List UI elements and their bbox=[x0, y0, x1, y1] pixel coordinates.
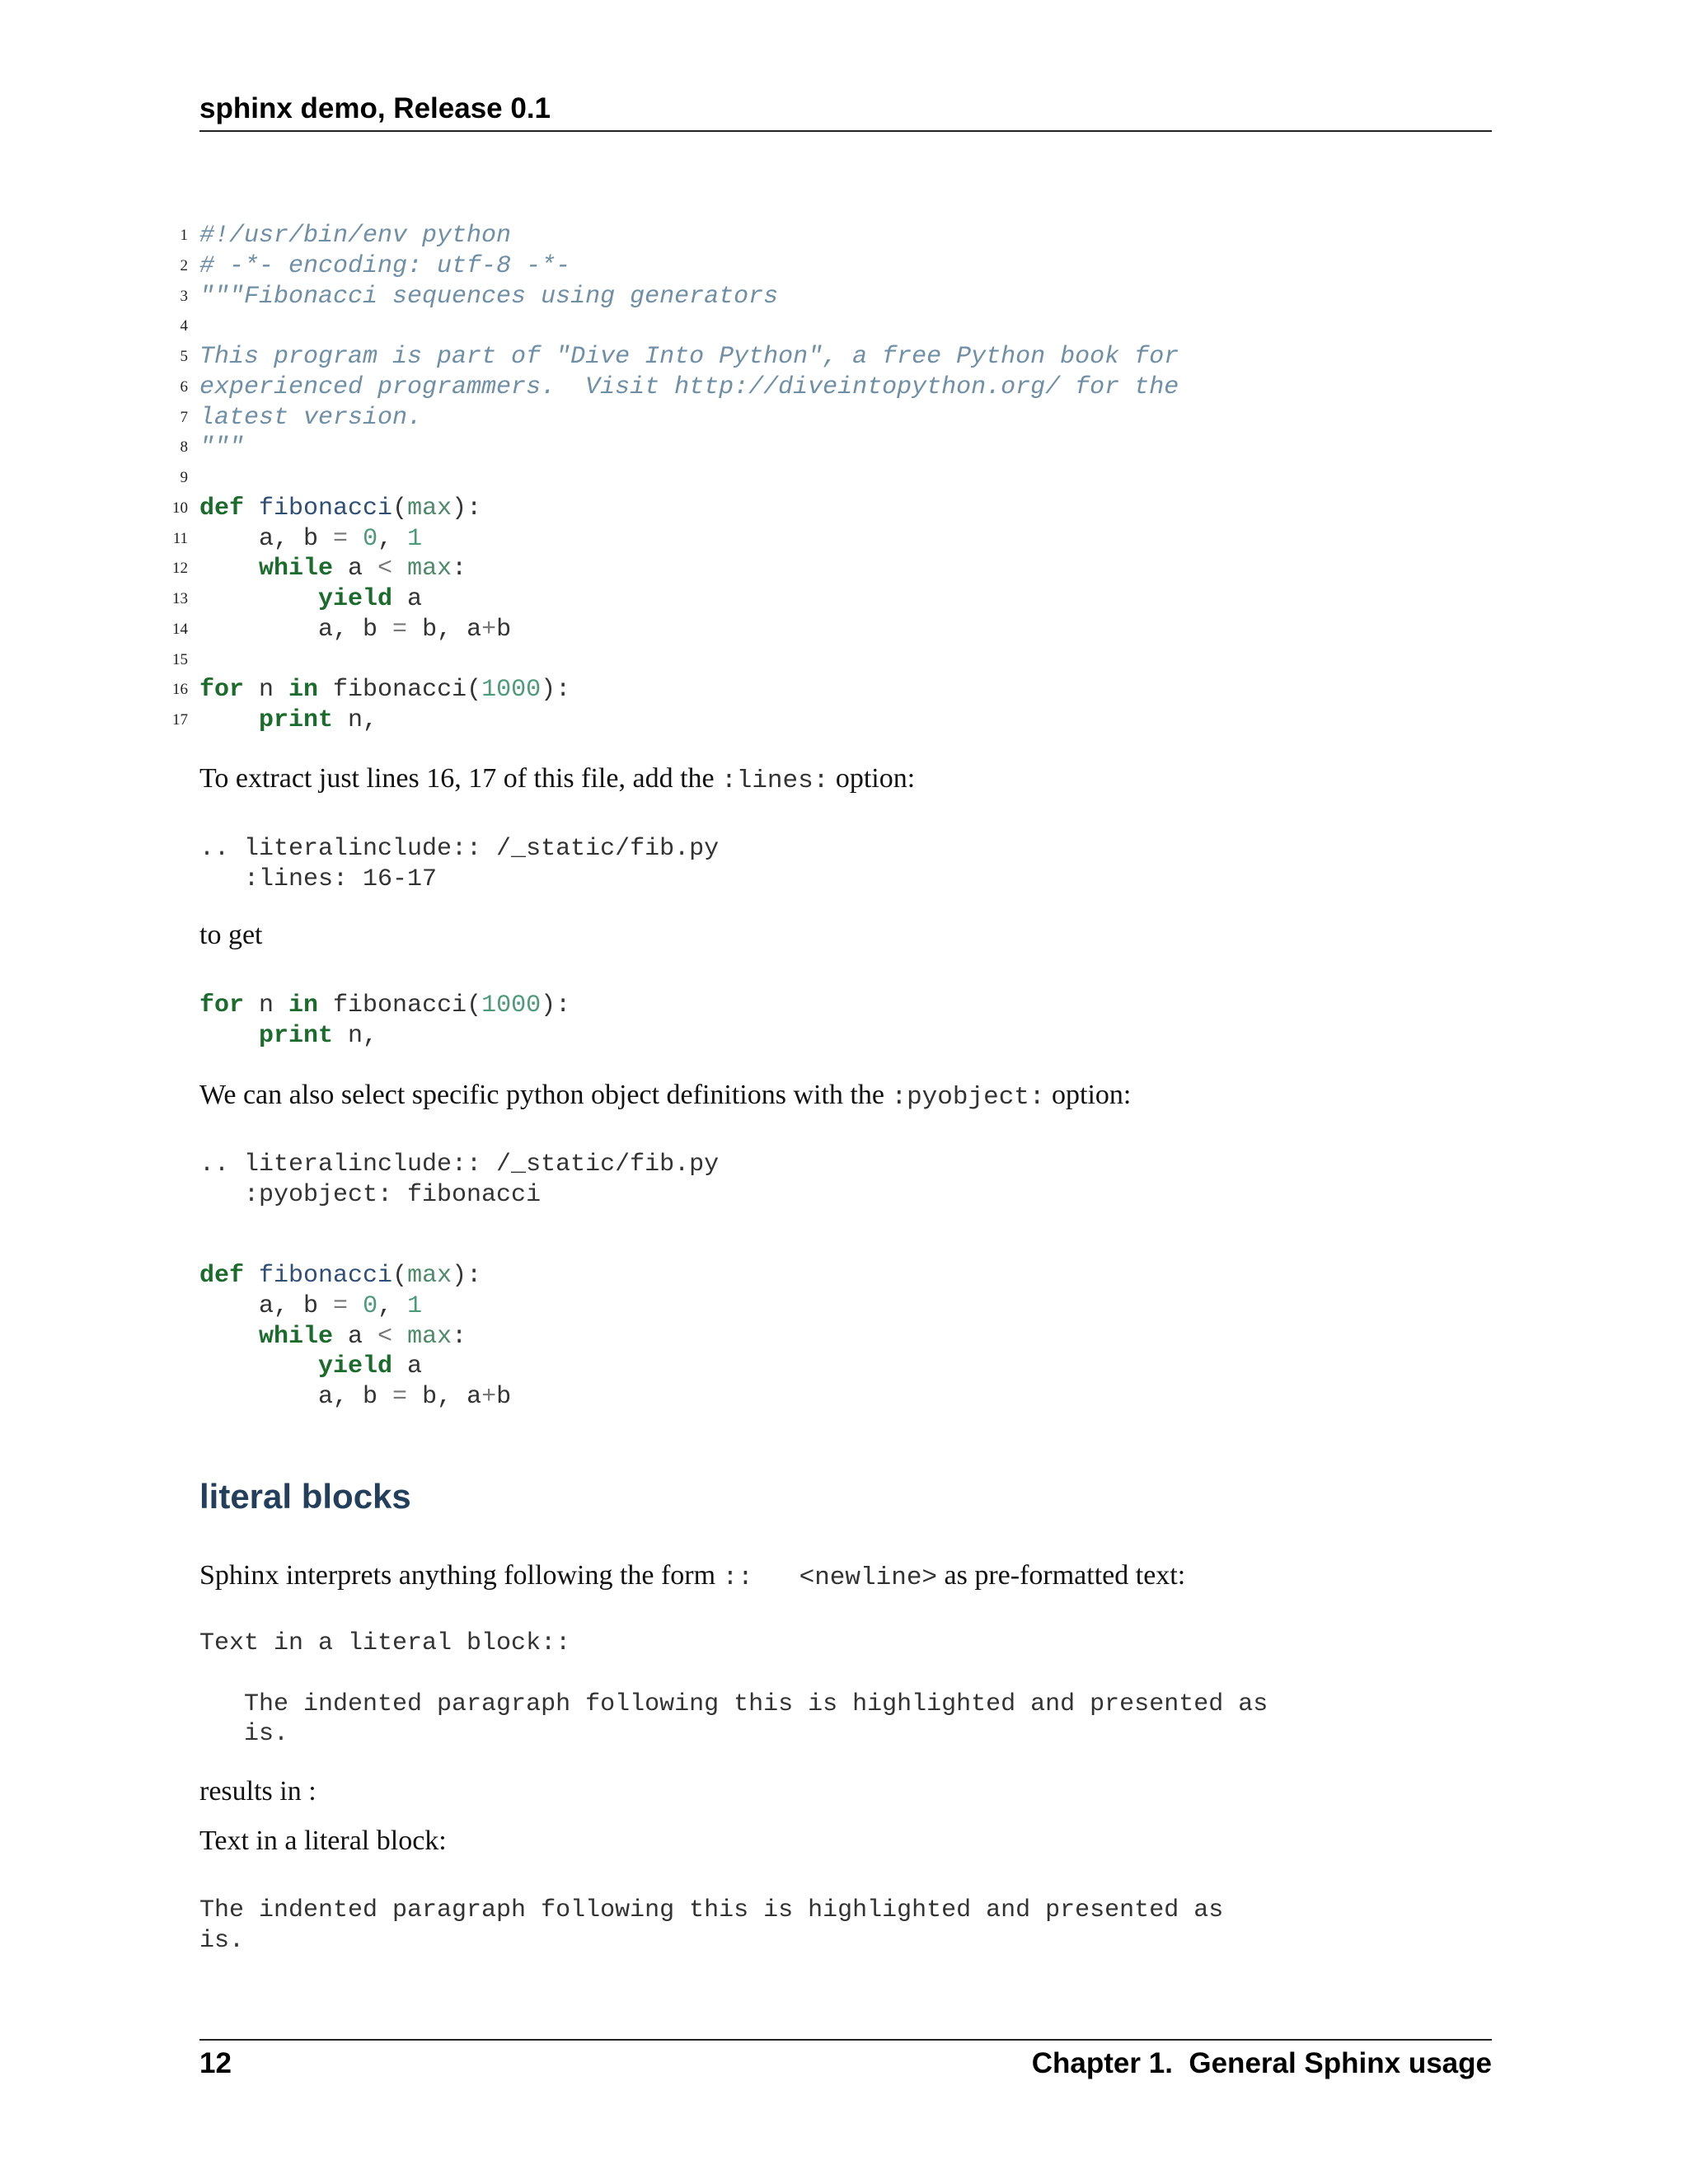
code-token: n, bbox=[333, 1021, 378, 1050]
inline-code: :pyobject: bbox=[891, 1083, 1045, 1112]
directive-lines-block bbox=[199, 834, 719, 895]
code-token: max bbox=[407, 1322, 452, 1351]
code-line bbox=[180, 463, 1179, 494]
code-line bbox=[180, 221, 1179, 251]
code-token: """Fibonacci sequences using generators bbox=[199, 282, 779, 311]
code-token: ): bbox=[541, 676, 571, 705]
code-token: # -*- encoding: utf-8 -*- bbox=[199, 251, 571, 280]
code-line bbox=[199, 1021, 570, 1052]
code-token: ( bbox=[392, 1262, 408, 1290]
code-token: 1000 bbox=[481, 676, 542, 705]
code-token: while bbox=[259, 555, 334, 583]
section-heading-literal-blocks: literal blocks bbox=[199, 1477, 411, 1516]
code-token bbox=[199, 1022, 259, 1050]
code-token: fibonacci( bbox=[318, 676, 482, 705]
code-token: + bbox=[481, 1383, 497, 1411]
code-token: This program is part of "Dive Into Python", a free Python book for bbox=[199, 343, 1179, 371]
code-token: b, a bbox=[407, 1383, 482, 1411]
directive-line: :pyobject: fibonacci bbox=[199, 1180, 542, 1209]
code-token: yield bbox=[318, 1352, 393, 1381]
code-token: n bbox=[244, 676, 289, 705]
literal-source-line bbox=[199, 1659, 1268, 1690]
paragraph-to-get: to get bbox=[199, 920, 263, 950]
code-token: fibonacci bbox=[259, 1262, 393, 1290]
code-token: #!/usr/bin/env python bbox=[199, 222, 512, 250]
code-token: + bbox=[481, 615, 497, 644]
code-line bbox=[172, 524, 1179, 555]
code-token: = bbox=[392, 615, 408, 644]
code-token: 1 bbox=[407, 524, 423, 553]
code-line bbox=[199, 1291, 511, 1322]
code-token: in bbox=[288, 676, 319, 705]
code-token bbox=[392, 1323, 407, 1351]
code-token: a, b bbox=[199, 1383, 393, 1411]
code-token: 1000 bbox=[481, 991, 542, 1019]
code-token: n bbox=[244, 991, 289, 1019]
code-line bbox=[172, 675, 1179, 705]
code-token: ): bbox=[452, 1262, 482, 1290]
inline-code: :lines: bbox=[721, 766, 829, 795]
code-token: ): bbox=[541, 991, 571, 1019]
line-number: 5 bbox=[180, 348, 188, 365]
code-line bbox=[180, 433, 1179, 463]
code-token: for bbox=[199, 676, 245, 705]
paragraph-literal-form bbox=[199, 1560, 1185, 1592]
code-line bbox=[172, 615, 1179, 645]
page-number: 12 bbox=[199, 2047, 232, 2079]
line-number: 2 bbox=[180, 256, 188, 274]
code-token bbox=[199, 585, 318, 613]
code-line bbox=[180, 282, 1179, 312]
code-token: : bbox=[452, 555, 467, 583]
line-number: 14 bbox=[172, 620, 188, 638]
literal-result-line: is. bbox=[199, 1926, 245, 1955]
code-token: a bbox=[333, 1322, 378, 1351]
code-line bbox=[172, 494, 1179, 524]
code-token: b bbox=[496, 615, 512, 644]
code-token: < bbox=[377, 1322, 393, 1351]
literal-result-line: The indented paragraph following this is highlighted and presented as bbox=[199, 1896, 1224, 1924]
code-line bbox=[172, 705, 1179, 736]
code-token: 1 bbox=[407, 1291, 423, 1320]
code-token: def bbox=[199, 494, 245, 523]
code-line bbox=[199, 1352, 511, 1382]
code-token: print bbox=[259, 706, 334, 734]
paragraph-text: To extract just lines 16, 17 of this file, add the bbox=[199, 763, 722, 794]
code-token: latest version. bbox=[199, 403, 423, 432]
literal-source-line: The indented paragraph following this is highlighted and presented as bbox=[199, 1690, 1268, 1718]
line-number: 17 bbox=[172, 711, 188, 729]
line-number: 8 bbox=[180, 438, 188, 457]
paragraph-text-in-literal: Text in a literal block: bbox=[199, 1825, 447, 1856]
code-line bbox=[199, 1261, 511, 1291]
code-block-lines-16-17 bbox=[199, 991, 570, 1052]
header-rule bbox=[199, 130, 1492, 132]
code-token: a bbox=[333, 555, 378, 583]
code-token bbox=[392, 555, 407, 583]
code-token: = bbox=[333, 524, 349, 553]
code-token: = bbox=[392, 1383, 408, 1411]
literal-source-line: Text in a literal block:: bbox=[199, 1629, 571, 1657]
code-token bbox=[199, 1352, 318, 1380]
code-token: """ bbox=[199, 434, 245, 462]
code-token: experienced programmers. Visit http://diveintopython.org/ for the bbox=[199, 373, 1179, 401]
code-line bbox=[199, 1382, 511, 1413]
code-line bbox=[172, 584, 1179, 615]
code-line bbox=[172, 554, 1179, 584]
code-line bbox=[180, 342, 1179, 373]
literal-result-block bbox=[199, 1896, 1223, 1957]
line-number: 3 bbox=[180, 287, 188, 305]
line-number: 12 bbox=[172, 560, 188, 578]
code-token: for bbox=[199, 991, 245, 1019]
code-token: a, b bbox=[199, 1291, 334, 1320]
code-block-pyobject-fibonacci bbox=[199, 1261, 511, 1413]
paragraph-text: option: bbox=[828, 763, 916, 794]
paragraph-pyobject-option bbox=[199, 1080, 1131, 1112]
code-token: while bbox=[259, 1322, 334, 1351]
code-token: max bbox=[407, 494, 452, 523]
code-token: def bbox=[199, 1262, 245, 1290]
code-token: fibonacci( bbox=[318, 991, 482, 1019]
code-token bbox=[199, 555, 259, 583]
code-token: fibonacci bbox=[259, 494, 393, 523]
code-token: yield bbox=[318, 585, 393, 613]
line-number: 1 bbox=[180, 227, 188, 244]
line-number: 15 bbox=[172, 650, 188, 668]
line-number: 13 bbox=[172, 590, 188, 607]
code-token: : bbox=[452, 1322, 467, 1351]
footer-chapter-title: Chapter 1. General Sphinx usage bbox=[1031, 2047, 1492, 2079]
code-line bbox=[180, 373, 1179, 403]
line-number: 7 bbox=[180, 408, 188, 426]
directive-line: .. literalinclude:: /_static/fib.py bbox=[199, 835, 720, 863]
code-line bbox=[172, 645, 1179, 676]
code-token: ( bbox=[392, 494, 408, 523]
code-token: a, b bbox=[199, 524, 334, 553]
literal-source-block bbox=[199, 1629, 1268, 1750]
code-line bbox=[180, 251, 1179, 282]
code-token bbox=[244, 494, 259, 523]
code-token: , bbox=[377, 524, 408, 553]
directive-line: :lines: 16-17 bbox=[199, 865, 438, 893]
code-token bbox=[199, 1323, 259, 1351]
paragraph-results-in: results in : bbox=[199, 1776, 316, 1807]
footer-rule bbox=[199, 2039, 1492, 2041]
code-token: ): bbox=[452, 494, 482, 523]
code-token: 0 bbox=[363, 1291, 378, 1320]
code-line bbox=[199, 991, 570, 1021]
code-line bbox=[180, 312, 1179, 342]
code-token: a bbox=[392, 1352, 423, 1381]
code-token: 0 bbox=[363, 524, 378, 553]
code-token: = bbox=[333, 1291, 349, 1320]
code-token bbox=[348, 525, 363, 553]
code-line bbox=[180, 403, 1179, 434]
code-token: max bbox=[407, 1262, 452, 1290]
paragraph-lines-option bbox=[199, 763, 915, 795]
directive-pyobject-block bbox=[199, 1150, 719, 1211]
running-header: sphinx demo, Release 0.1 bbox=[199, 92, 551, 124]
code-token bbox=[199, 706, 259, 734]
code-token: , bbox=[377, 1291, 408, 1320]
code-token: < bbox=[377, 555, 393, 583]
line-number: 6 bbox=[180, 377, 188, 396]
paragraph-text: Sphinx interprets anything following the form bbox=[199, 1560, 723, 1591]
paragraph-text: option: bbox=[1044, 1080, 1132, 1110]
code-token: b bbox=[496, 1383, 512, 1411]
paragraph-text: as pre-formatted text: bbox=[937, 1560, 1186, 1591]
line-number: 10 bbox=[172, 499, 188, 517]
line-number: 9 bbox=[180, 469, 188, 486]
code-token: print bbox=[259, 1021, 334, 1050]
code-token: in bbox=[288, 991, 319, 1019]
code-line bbox=[199, 1322, 511, 1352]
literal-source-line: is. bbox=[199, 1720, 289, 1749]
code-token: max bbox=[407, 555, 452, 583]
code-block-fibonacci-full bbox=[172, 221, 1179, 736]
line-number: 16 bbox=[172, 681, 188, 699]
code-token: b, a bbox=[407, 615, 482, 644]
directive-line: .. literalinclude:: /_static/fib.py bbox=[199, 1151, 720, 1179]
code-token bbox=[348, 1292, 363, 1320]
code-token: n, bbox=[333, 706, 378, 734]
code-token: a bbox=[392, 585, 423, 613]
inline-code: :: <newline> bbox=[722, 1563, 938, 1592]
line-number: 11 bbox=[172, 529, 188, 547]
code-token: a, b bbox=[199, 615, 393, 644]
paragraph-text: We can also select specific python object definitions with the bbox=[199, 1080, 892, 1110]
code-token bbox=[244, 1262, 259, 1290]
line-number: 4 bbox=[180, 317, 188, 335]
